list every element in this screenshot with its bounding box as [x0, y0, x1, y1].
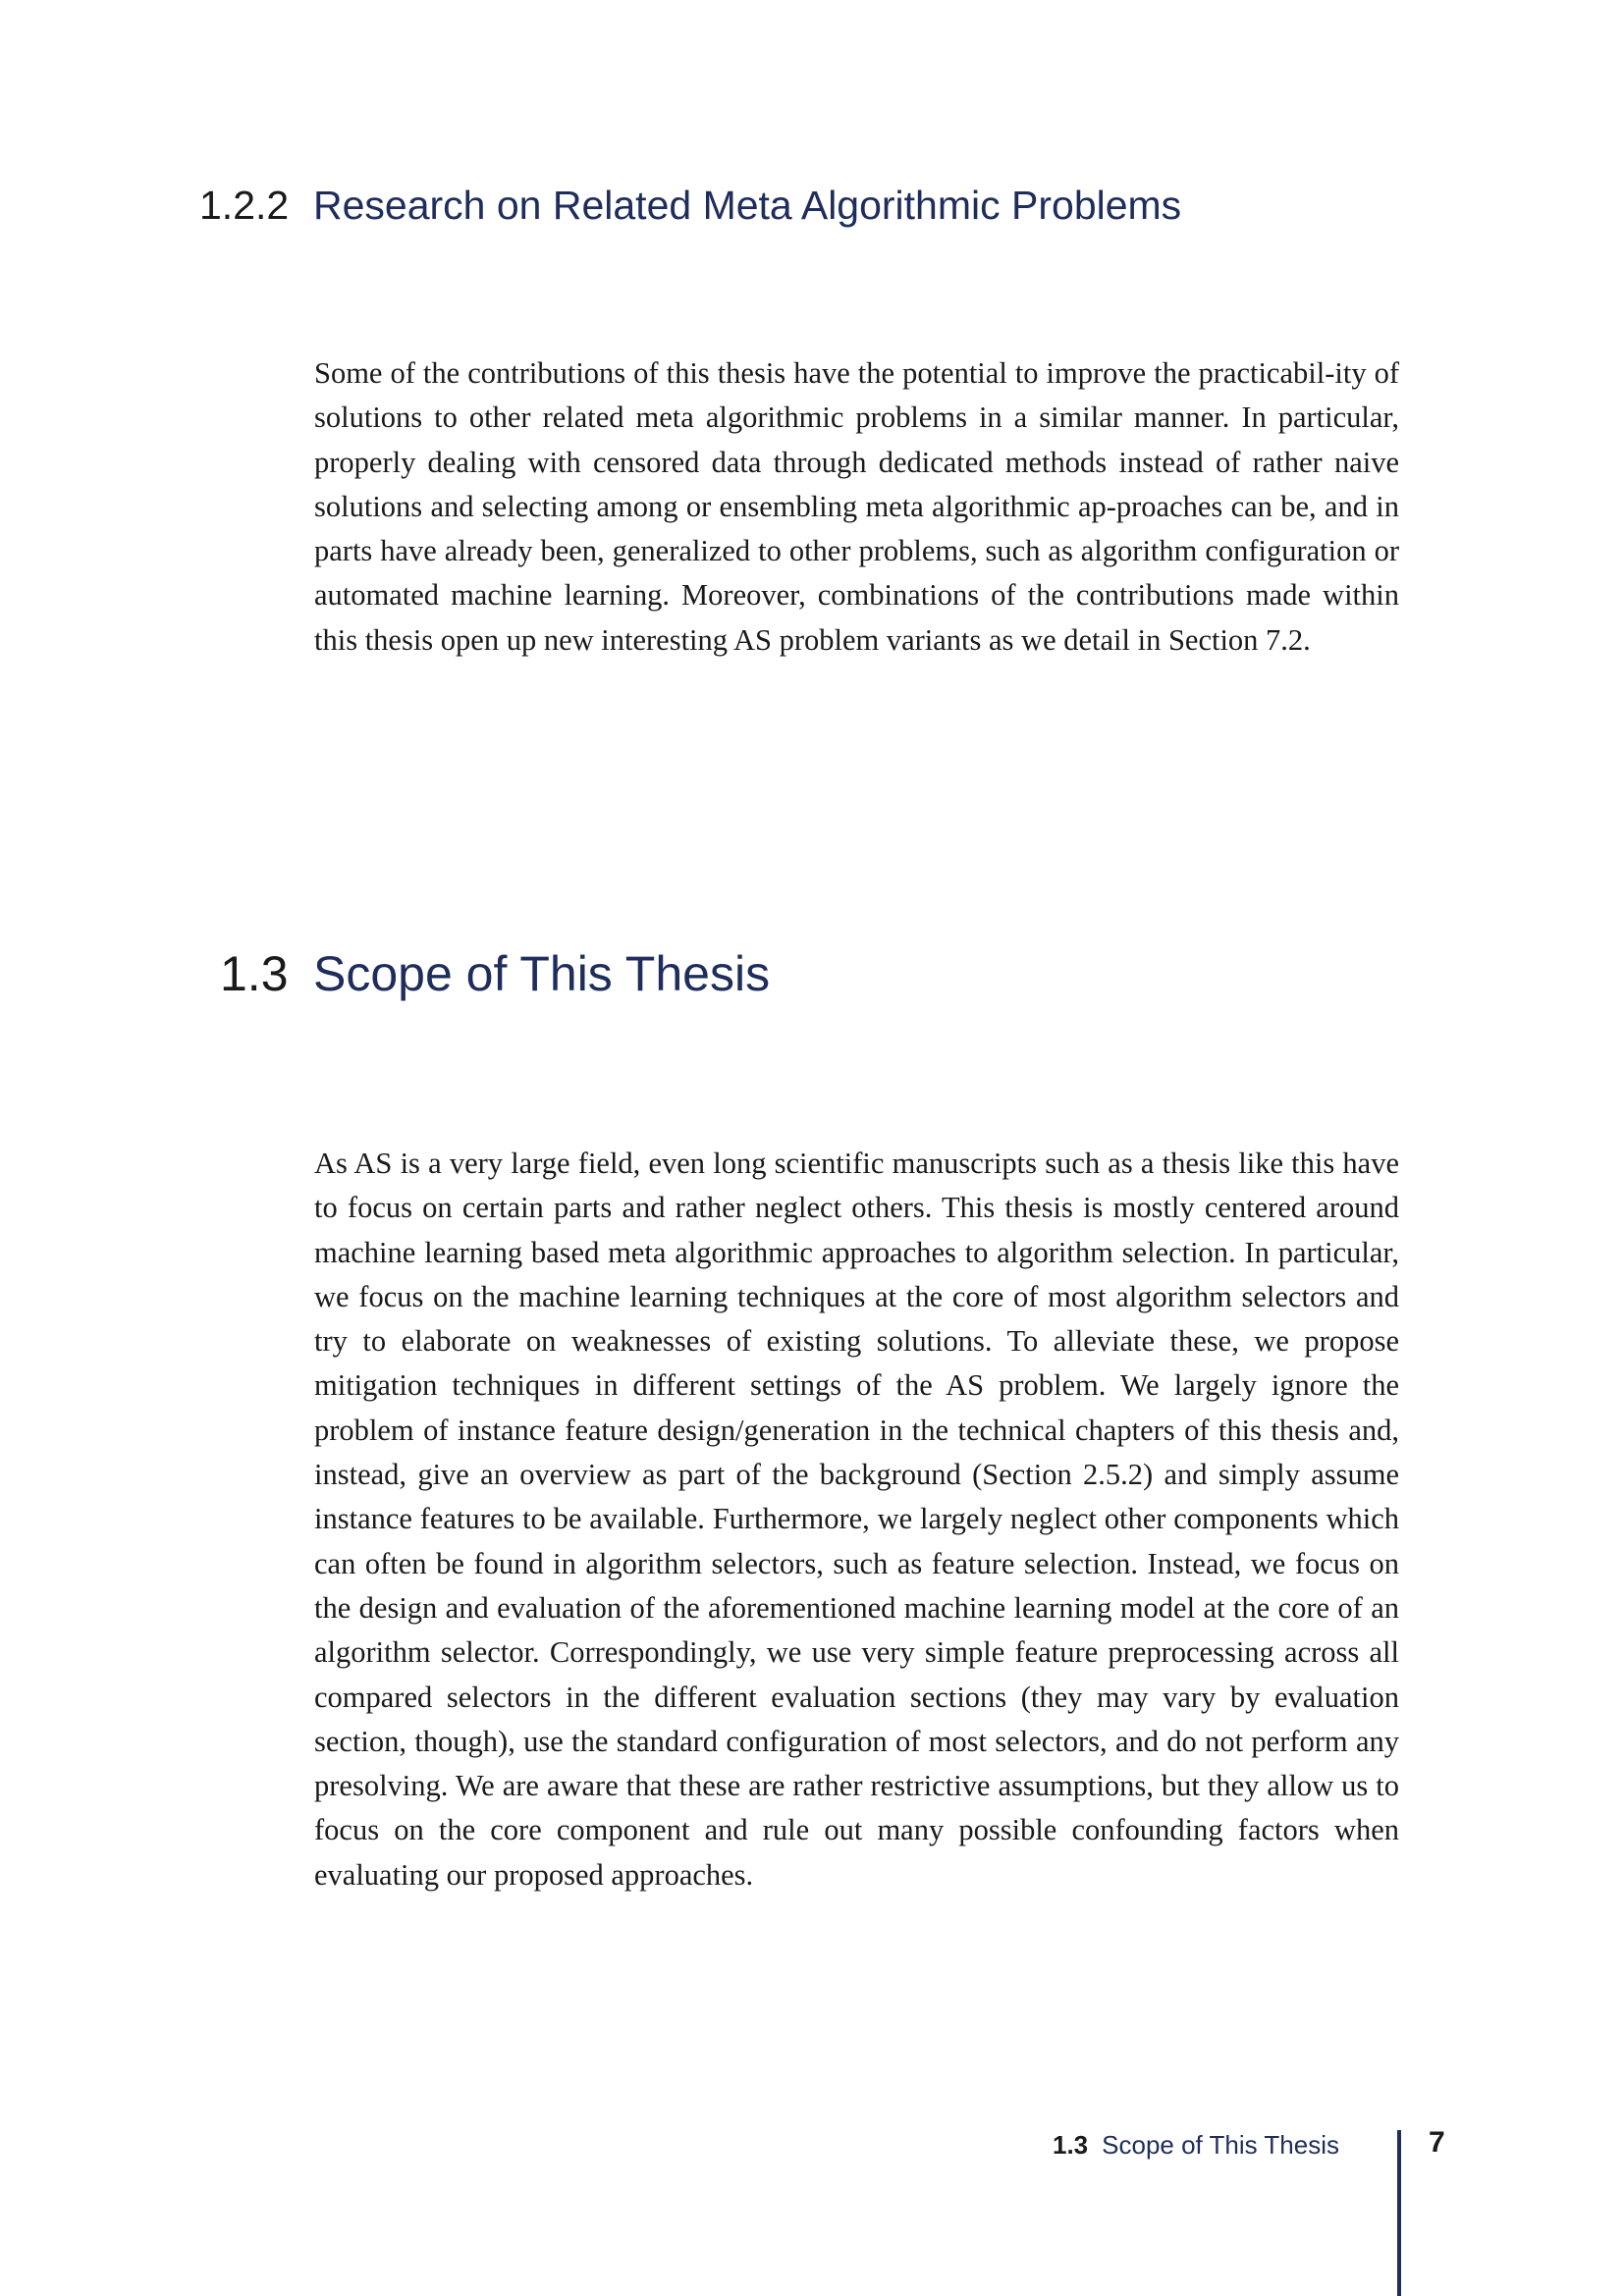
footer-section-number: 1.3 [1053, 2130, 1089, 2160]
subsection-heading [199, 183, 1181, 229]
section-title: Scope of This Thesis [313, 946, 771, 1001]
paragraph-scope: As AS is a very large field, even long scientific manuscripts such as a thesis like this have to focus on certain parts and rather neglect others. This thesis is mostly centered around machine learning based meta algorithmic approaches to algorithm selection. In particular, we focus on the machine learning techniques at the core of most algorithm selectors and try to elaborate on weaknesses of existing solutions. To alleviate these, we propose mitigation techniques in different settings of the AS problem. We largely ignore the problem of instance feature design/generation in the technical chapters of this thesis and, instead, give an overview as part of the background (Section 2.5.2) and simply assume instance features to be available. Furthermore, we largely neglect other components which can often be found in algorithm selectors, such as feature selection. Instead, we focus on the design and evaluation of the aforementioned machine learning model at the core of an algorithm selector. Correspondingly, we use very simple feature preprocessing across all compared selectors in the different evaluation sections (they may vary by evaluation section, though), use the standard configuration of most selectors, and do not perform any presolving. We are aware that these are rather restrictive assumptions, but they allow us to focus on the core component and rule out many possible confounding factors when evaluating our proposed approaches. [314, 1147, 1399, 1892]
running-footer [1053, 2130, 1339, 2161]
footer-section-title: Scope of This Thesis [1102, 2130, 1339, 2160]
page-number: 7 [1429, 2126, 1445, 2159]
paragraph-related-problems: Some of the contributions of this thesis have the potential to improve the practicabil-ity of solutions to other related meta algorithmic problems in a similar manner. In particular, properly dealing with censored data through dedicated methods instead of rather naive solutions and selecting among or ensembling meta algorithmic ap-proaches can be, and in parts have already been, generalized to other problems, such as algorithm configuration or automated machine learning. Moreover, combinations of the contributions made within this thesis open up new interesting AS problem variants as we detail in Section 7.2. [314, 356, 1399, 657]
section-number: 1.3 [220, 946, 289, 1001]
subsection-title: Research on Related Meta Algorithmic Problems [313, 183, 1182, 228]
margin-rule [1397, 2130, 1401, 2296]
subsection-number: 1.2.2 [199, 183, 290, 228]
section-heading [220, 945, 770, 1002]
